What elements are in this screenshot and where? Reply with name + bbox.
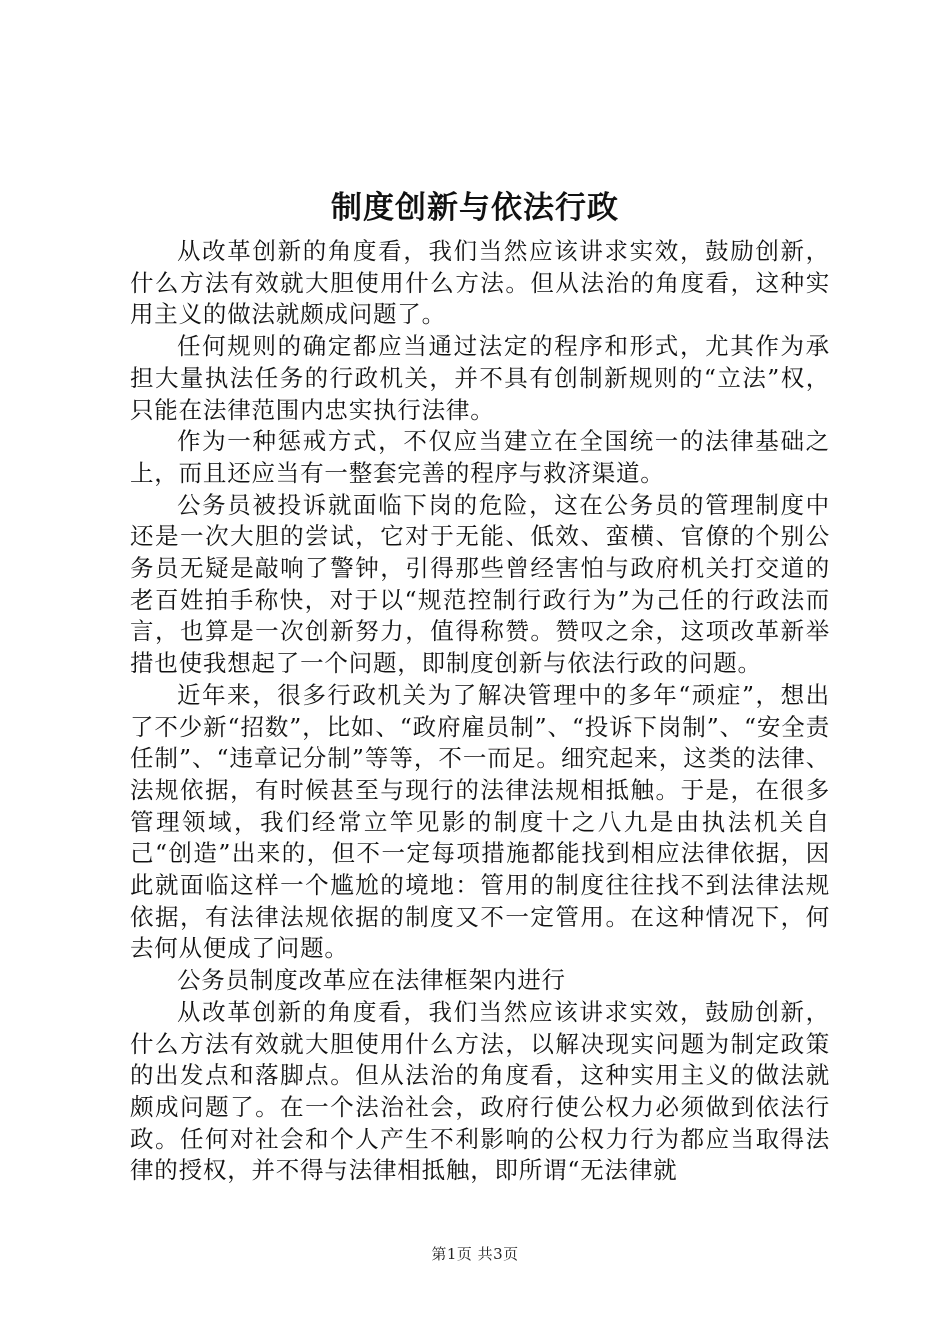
- section-heading: 公务员制度改革应在法律框架内进行: [177, 966, 566, 995]
- document-title: 制度创新与依法行政: [331, 190, 619, 226]
- paragraph-5: 近年来，很多行政机关为了解决管理中的多年“顽症”，想出了不少新“招数”，比如、“政府雇员制”、“投诉下岗制”、“安全责任制”、“违章记分制”等等，不一而足。细究起来，这类的法律、法规依据，有时候甚至与现行的法律法规相抵触。于是，在很多管理领域，我们经常立竿见影的制度十之八九是由执法机关自己“创造”出来的，但不一定每项措施都能找到相应法律依据，因此就面临这样一个尴尬的境地：管用的制度往往找不到法律法规依据，有法律法规依据的制度又不一定管用。在这种情况下，何去何从便成了问题。: [130, 680, 830, 963]
- paragraph-7: 从改革创新的角度看，我们当然应该讲求实效，鼓励创新，什么方法有效就大胆使用什么方法，以解决现实问题为制定政策的出发点和落脚点。但从法治的角度看，这种实用主义的做法就颇成问题了。在一个法治社会，政府行使公权力必须做到依法行政。任何对社会和个人产生不利影响的公权力行为都应当取得法律的授权，并不得与法律相抵触，即所谓“无法律就: [130, 997, 830, 1185]
- paragraph-2: 任何规则的确定都应当通过法定的程序和形式，尤其作为承担大量执法任务的行政机关，并不具有创制新规则的“立法”权，只能在法律范围内忠实执行法律。: [130, 332, 830, 424]
- document-body: [130, 236, 830, 1187]
- page-number-footer: 第1页 共3页: [431, 1245, 519, 1263]
- paragraph-4: 公务员被投诉就面临下岗的危险，这在公务员的管理制度中还是一次大胆的尝试，它对于无能、低效、蛮横、官僚的个别公务员无疑是敲响了警钟，引得那些曾经害怕与政府机关打交道的老百姓拍手称快，对于以“规范控制行政行为”为己任的行政法而言，也算是一次创新努力，值得称赞。赞叹之余，这项改革新举措也使我想起了一个问题，即制度创新与依法行政的问题。: [130, 490, 830, 678]
- paragraph-1: 从改革创新的角度看，我们当然应该讲求实效，鼓励创新，什么方法有效就大胆使用什么方法。但从法治的角度看，这种实用主义的做法就颇成问题了。: [130, 237, 830, 329]
- paragraph-3: 作为一种惩戒方式，不仅应当建立在全国统一的法律基础之上，而且还应当有一整套完善的程序与救济渠道。: [130, 427, 830, 487]
